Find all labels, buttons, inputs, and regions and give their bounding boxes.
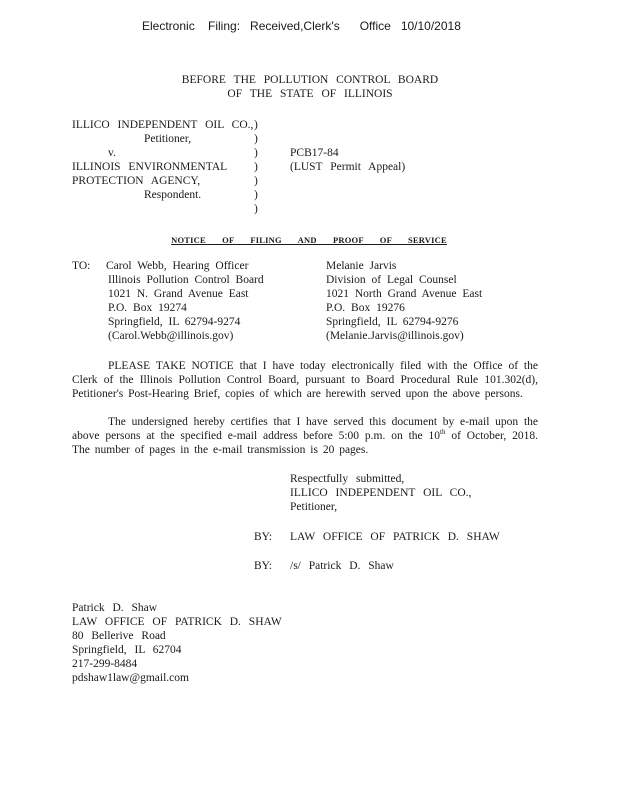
recipient-line: Illinois Pollution Control Board bbox=[108, 274, 264, 286]
filing-stamp: Electronic Filing: Received,Clerk's Office 10/10/2018 bbox=[142, 19, 461, 33]
contact-line: 80 Bellerive Road bbox=[72, 630, 166, 642]
notice-title bbox=[150, 233, 468, 247]
contact-line: Patrick D. Shaw bbox=[72, 602, 158, 614]
by-firm: LAW OFFICE OF PATRICK D. SHAW bbox=[290, 531, 500, 543]
recipient-line: Division of Legal Counsel bbox=[326, 274, 457, 286]
signature-closing bbox=[290, 472, 471, 514]
caption-parens bbox=[254, 118, 258, 216]
recipient-line: 1021 North Grand Avenue East bbox=[326, 288, 483, 300]
recipient-line: Springfield, IL 62794-9276 bbox=[326, 316, 459, 328]
case-type: (LUST Permit Appeal) bbox=[290, 161, 406, 173]
caption-paren: ) bbox=[254, 119, 258, 131]
recipient-email: (Carol.Webb@illinois.gov) bbox=[108, 330, 234, 342]
recipient-1 bbox=[108, 259, 264, 343]
case-number: PCB17-84 bbox=[290, 147, 339, 159]
board-heading bbox=[150, 73, 470, 101]
caption-line: v. bbox=[108, 147, 116, 159]
board-heading-line-2: OF THE STATE OF ILLINOIS bbox=[227, 88, 393, 100]
case-info bbox=[290, 146, 405, 174]
recipient-line: P.O. Box 19276 bbox=[326, 302, 405, 314]
caption-paren: ) bbox=[254, 147, 258, 159]
caption-line: Respondent. bbox=[144, 189, 202, 201]
recipient-line: Carol Webb, Hearing Officer bbox=[106, 260, 249, 272]
caption-line: ILLICO INDEPENDENT OIL CO., bbox=[72, 119, 254, 131]
board-heading-line-1: BEFORE THE POLLUTION CONTROL BOARD bbox=[181, 74, 439, 86]
by-label-2: BY: bbox=[254, 560, 273, 572]
recipient-2 bbox=[326, 259, 482, 343]
caption-paren: ) bbox=[254, 189, 258, 201]
contact-phone: 217-299-8484 bbox=[72, 658, 138, 670]
electronic-signature: /s/ Patrick D. Shaw bbox=[290, 560, 394, 572]
caption-line: Petitioner, bbox=[144, 133, 192, 145]
certificate-text-before: The undersigned hereby certifies that I have served this document by e-mail upon the above persons at the specified e-mail address before 5:00 p.m. on the 10 bbox=[72, 416, 538, 442]
signature-line: Petitioner, bbox=[290, 501, 338, 513]
contact-line: Springfield, IL 62704 bbox=[72, 644, 182, 656]
caption-paren: ) bbox=[254, 203, 258, 215]
by-label-1: BY: bbox=[254, 531, 273, 543]
caption-paren: ) bbox=[254, 133, 258, 145]
recipient-line: Melanie Jarvis bbox=[326, 260, 397, 272]
signature-line: ILLICO INDEPENDENT OIL CO., bbox=[290, 487, 472, 499]
notice-paragraph: PLEASE TAKE NOTICE that I have today electronically filed with the Office of the Clerk of the Illinois Pollution Control Board, pursuant to Board Procedural Rule 101.302(d), Petitioner's Post-Hearing Brief, copies of which are herewith served upon the above persons. bbox=[72, 360, 538, 400]
certificate-paragraph bbox=[72, 415, 538, 457]
caption-line: ILLINOIS ENVIRONMENTAL bbox=[72, 161, 228, 173]
caption-left bbox=[72, 118, 253, 202]
certificate-ordinal: th bbox=[440, 428, 446, 437]
recipient-line: 1021 N. Grand Avenue East bbox=[108, 288, 249, 300]
notice-title-text: NOTICE OF FILING AND PROOF OF SERVICE bbox=[171, 235, 447, 245]
signature-line: Respectfully submitted, bbox=[290, 473, 405, 485]
recipient-line: P.O. Box 19274 bbox=[108, 302, 187, 314]
contact-email: pdshaw1law@gmail.com bbox=[72, 672, 189, 684]
recipient-line: Springfield, IL 62794-9274 bbox=[108, 316, 241, 328]
to-label: TO: bbox=[72, 260, 91, 272]
contact-line: LAW OFFICE OF PATRICK D. SHAW bbox=[72, 616, 282, 628]
caption-paren: ) bbox=[254, 161, 258, 173]
caption-line: PROTECTION AGENCY, bbox=[72, 175, 201, 187]
contact-block bbox=[72, 601, 282, 685]
recipient-email: (Melanie.Jarvis@illinois.gov) bbox=[326, 330, 464, 342]
certificate-text-after: of October, 2018. The number of pages in the e-mail transmission is 20 pages. bbox=[72, 430, 538, 456]
caption-paren: ) bbox=[254, 175, 258, 187]
